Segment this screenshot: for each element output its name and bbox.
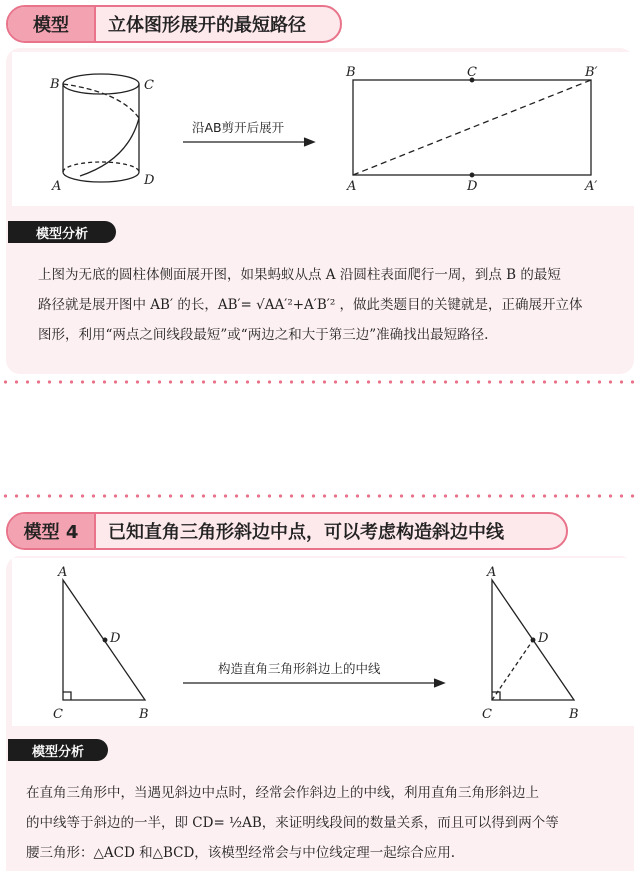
- analysis-tag: 模型分析: [8, 739, 108, 761]
- analysis-line: 在直角三角形中，当遇见斜边中点时，经常会作斜边上的中线，利用直角三角形斜边上: [26, 785, 539, 801]
- model-title: 立体图形展开的最短路径: [108, 15, 306, 36]
- diagram-area: [12, 558, 634, 726]
- right-label-a: A: [487, 565, 497, 580]
- arrow-label: 构造直角三角形斜边上的中线: [218, 661, 381, 676]
- label-b: B: [50, 77, 60, 92]
- right-label-b: B: [569, 707, 579, 722]
- analysis-line: 的中线等于斜边的一半，即 CD= ½AB，来证明线段间的数量关系，而且可以得到两个等: [26, 815, 559, 831]
- rect-label-ap: A′: [585, 179, 598, 194]
- analysis-line: 图形，利用“两点之间线段最短”或“两边之和大于第三边”准确找出最短路径.: [38, 327, 489, 343]
- analysis-text: [38, 260, 628, 350]
- rect-label-a: A: [347, 179, 357, 194]
- label-d: D: [144, 173, 155, 188]
- right-label-c: C: [482, 707, 492, 722]
- model-header: [6, 5, 342, 43]
- diagram-area: [12, 52, 634, 206]
- rect-label-bp: B′: [585, 65, 598, 80]
- analysis-line: 上图为无底的圆柱体侧面展开图，如果蚂蚁从点 A 沿圆柱表面爬行一周，到点 B 的最短: [38, 267, 561, 283]
- right-triangle-median-diagram: [12, 558, 634, 726]
- model-title: 已知直角三角形斜边中点，可以考虑构造斜边中线: [108, 522, 504, 543]
- label-c: C: [53, 707, 63, 722]
- rect-label-c: C: [467, 65, 477, 80]
- right-label-d: D: [538, 631, 549, 646]
- analysis-line: 腰三角形：△ACD 和△BCD，该模型经常会与中位线定理一起综合应用.: [26, 845, 456, 861]
- analysis-line: 路径就是展开图中 AB′ 的长，AB′= √AA′²+A′B′² ，做此类题目的关键就是，正确展开立体: [38, 297, 583, 313]
- model-header: [6, 512, 568, 550]
- label-d: D: [110, 631, 121, 646]
- label-c: C: [144, 78, 154, 93]
- dotted-divider: [0, 380, 640, 384]
- cylinder-unfold-diagram: [12, 52, 634, 206]
- arrow-label: 沿AB剪开后展开: [192, 120, 285, 135]
- label-a: A: [52, 179, 62, 194]
- analysis-tag: 模型分析: [8, 221, 116, 243]
- model-tag: 模型: [8, 7, 96, 41]
- rect-label-d: D: [467, 179, 478, 194]
- label-a: A: [58, 565, 68, 580]
- rect-label-b: B: [346, 65, 356, 80]
- analysis-text: [26, 778, 626, 868]
- dotted-divider: [0, 494, 640, 498]
- label-b: B: [139, 707, 149, 722]
- model-tag: 模型 4: [8, 514, 96, 548]
